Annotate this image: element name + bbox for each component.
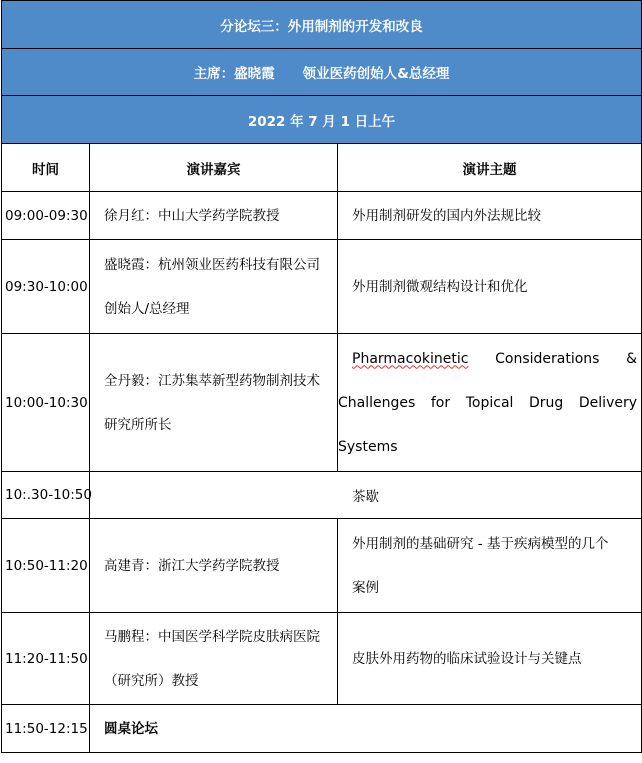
time-cell: 11:20-11:50 bbox=[2, 613, 90, 705]
table-row bbox=[2, 519, 642, 613]
speaker-cell bbox=[90, 334, 338, 472]
table-row bbox=[2, 472, 642, 519]
topic-text: Considerations & Challenges for Topical Drug Delivery Systems bbox=[338, 350, 638, 455]
speaker-cell bbox=[90, 613, 338, 705]
speaker-title: （研究所）教授 bbox=[104, 672, 199, 689]
time-cell: 10:00-10:30 bbox=[2, 334, 90, 472]
column-header-topic: 演讲主题 bbox=[338, 144, 642, 192]
column-header-time: 时间 bbox=[2, 144, 90, 192]
speaker-name-org: 盛晓霞：杭州领业医药科技有限公司 bbox=[104, 256, 320, 273]
table-row bbox=[2, 334, 642, 472]
time-cell: 10:.30-10:50 bbox=[2, 472, 90, 519]
topic-cell: 外用制剂微观结构设计和优化 bbox=[338, 240, 642, 334]
chair-line bbox=[2, 49, 642, 96]
chair-org: 领业医药创始人&总经理 bbox=[302, 66, 450, 82]
topic-cell: 外用制剂研发的国内外法规比较 bbox=[338, 192, 642, 240]
time-cell: 09:00-09:30 bbox=[2, 192, 90, 240]
table-row bbox=[2, 192, 642, 240]
speaker-name-org: 马鹏程：中国医学科学院皮肤病医院 bbox=[104, 628, 320, 645]
roundtable-cell: 圆桌论坛 bbox=[90, 705, 642, 753]
session-date: 2022 年 7 月 1 日上午 bbox=[2, 96, 642, 144]
topic-line: 案例 bbox=[352, 579, 379, 596]
speaker-title: 创始人/总经理 bbox=[104, 300, 190, 317]
speaker-cell bbox=[90, 240, 338, 334]
speaker-cell: 徐月红：中山大学药学院教授 bbox=[90, 192, 338, 240]
forum-title: 分论坛三：外用制剂的开发和改良 bbox=[2, 1, 642, 49]
speaker-name-org: 全丹毅：江苏集萃新型药物制剂技术 bbox=[104, 372, 320, 389]
speaker-title: 研究所所长 bbox=[104, 416, 172, 433]
time-cell: 09:30-10:00 bbox=[2, 240, 90, 334]
agenda-table bbox=[1, 0, 642, 753]
chair-label: 主席：盛晓霞 bbox=[193, 66, 275, 82]
table-row bbox=[2, 240, 642, 334]
time-cell: 10:50-11:20 bbox=[2, 519, 90, 613]
topic-cell bbox=[338, 519, 642, 613]
time-cell: 11:50-12:15 bbox=[2, 705, 90, 753]
topic-cell: 皮肤外用药物的临床试验设计与关键点 bbox=[338, 613, 642, 705]
table-row bbox=[2, 705, 642, 753]
topic-cell bbox=[338, 334, 642, 472]
speaker-cell: 高建青：浙江大学药学院教授 bbox=[90, 519, 338, 613]
topic-line: 外用制剂的基础研究 - 基于疾病模型的几个 bbox=[352, 535, 609, 552]
break-cell: 茶歇 bbox=[90, 472, 642, 519]
column-header-speaker: 演讲嘉宾 bbox=[90, 144, 338, 192]
spellcheck-word: Pharmacokinetic bbox=[352, 350, 469, 367]
table-row bbox=[2, 613, 642, 705]
